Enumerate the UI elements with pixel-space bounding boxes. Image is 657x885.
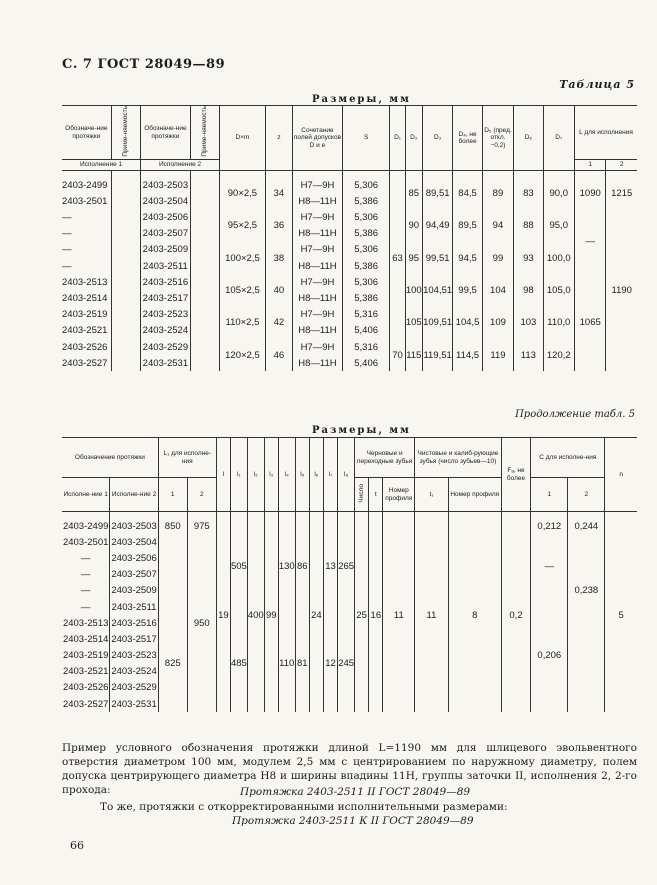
table-5: [62, 105, 637, 371]
cell: 109: [482, 307, 513, 339]
cell: 5,386: [342, 193, 390, 209]
cell: [190, 171, 219, 372]
cell: —: [80, 552, 91, 564]
cell: 110: [278, 615, 295, 712]
col-l7: l₇: [323, 438, 337, 512]
cell: H8—11H: [293, 193, 343, 209]
table-row: [62, 209, 637, 225]
page-header: С. 7 ГОСТ 28049—89: [62, 57, 226, 72]
col-fits: Сочетание полей допусков D и e: [293, 106, 343, 171]
cell: 11: [383, 512, 415, 713]
col-l: L для исполнения: [574, 106, 637, 160]
cell: —: [80, 585, 91, 597]
cell: 825: [158, 615, 187, 712]
cell: 5,316: [342, 307, 390, 323]
continuation-title: Продолжение табл. 5: [515, 409, 635, 420]
cell: 19: [216, 512, 230, 713]
col-l2: l₂: [247, 438, 264, 512]
cell: —: [574, 209, 605, 274]
col-l1: L₁ для исполне-ния: [158, 438, 216, 478]
col-t: t: [369, 478, 383, 512]
cell: 2403-2529: [141, 339, 191, 355]
cell: —: [80, 569, 91, 581]
cell: H7—9H: [293, 171, 343, 194]
cell: 5: [605, 512, 637, 713]
example-designation-2: Протяжка 2403-2511 К II ГОСТ 28049—89: [232, 815, 474, 827]
cell: 100,0: [543, 242, 574, 274]
cell: 130: [278, 512, 295, 616]
col-l1-1: 1: [158, 478, 187, 512]
cell: 12: [323, 615, 337, 712]
exec-1-label: Исполне-ние 1: [62, 478, 110, 512]
cell: 975: [187, 512, 216, 535]
cell: 5,316: [342, 339, 390, 355]
cell: 1065: [574, 274, 605, 371]
col-finish: Чистовые и калиб-рующие зубья (число зубьев—10): [415, 438, 502, 478]
col-designation-2: Обозначе-ние протяжки: [141, 106, 191, 160]
cell: 5,406: [342, 323, 390, 339]
cell: 103: [514, 307, 543, 339]
cell: 2403-2516: [141, 274, 191, 290]
col-l-1: 1: [574, 160, 605, 171]
cell: 1190: [606, 209, 637, 371]
cell: 2403-2529: [110, 680, 158, 696]
cell: 46: [265, 339, 292, 371]
cell: 2403-2513: [62, 617, 109, 629]
col-use-2: Приме-няемость: [190, 106, 219, 160]
cell: 0,244: [568, 512, 605, 535]
cell: 113: [514, 339, 543, 371]
cell: 88: [514, 209, 543, 241]
cell: 100: [405, 274, 422, 306]
cell: —: [531, 534, 568, 599]
cell: 5,386: [342, 226, 390, 242]
cell: 110×2,5: [220, 307, 266, 339]
cell: 5,306: [342, 209, 390, 225]
cell: 2403-2521: [62, 325, 108, 337]
table-row: [62, 242, 637, 258]
cell: 89,51: [422, 171, 452, 210]
cell: 70: [390, 339, 405, 371]
cell: 2403-2516: [110, 615, 158, 631]
cell: 109,51: [422, 307, 452, 339]
cell: 24: [309, 512, 323, 713]
exec-2-label: Исполне-ние 2: [110, 478, 158, 512]
cell: 2403-2524: [141, 323, 191, 339]
col-l8: l₈: [338, 438, 355, 512]
table-row: [62, 171, 637, 194]
cell: 25: [355, 512, 369, 713]
cell: 2403-2506: [141, 209, 191, 225]
cell: H8—11H: [293, 323, 343, 339]
cell: —: [80, 601, 91, 613]
cell: 5,406: [342, 355, 390, 371]
cell: 104,5: [453, 307, 482, 339]
cell: 95×2,5: [220, 209, 266, 241]
cell: [111, 171, 140, 372]
cell: 2403-2503: [141, 171, 191, 194]
cell: 400: [247, 512, 264, 713]
col-d6: D₆: [514, 106, 543, 171]
cell: 2403-2504: [141, 193, 191, 209]
cell: 2403-2531: [110, 696, 158, 712]
cell: [158, 534, 187, 615]
cell: [568, 648, 605, 713]
cell: 2403-2511: [141, 258, 191, 274]
cell: 99: [264, 512, 278, 713]
cell: 100×2,5: [220, 242, 266, 274]
cell: 2403-2509: [141, 242, 191, 258]
cell: 94,49: [422, 209, 452, 241]
cell: H7—9H: [293, 209, 343, 225]
cell: H8—11H: [293, 258, 343, 274]
cell: 90,0: [543, 171, 574, 210]
cell: 42: [265, 307, 292, 339]
cell: 2403-2511: [110, 599, 158, 615]
table-caption-2: Размеры, мм: [312, 425, 411, 436]
col-designation-1: Обозначе-ние протяжки: [62, 106, 111, 160]
cell: 485: [230, 615, 247, 712]
cell: 2403-2499: [62, 520, 109, 532]
col-profile-2: Номер профиля: [448, 478, 501, 512]
cell: 2403-2503: [110, 512, 158, 535]
cell: 2403-2519: [62, 309, 108, 321]
cell: H7—9H: [293, 274, 343, 290]
cell: 81: [295, 615, 309, 712]
cell: 40: [265, 274, 292, 306]
cell: 120,2: [543, 339, 574, 371]
cell: 950: [187, 534, 216, 712]
cell: 11: [415, 512, 449, 713]
cell: 114,5: [453, 339, 482, 371]
cell: 104: [482, 274, 513, 306]
cell: H8—11H: [293, 355, 343, 371]
table-caption: Размеры, мм: [312, 94, 411, 105]
cell: 2403-2513: [62, 276, 108, 288]
cell: H8—11H: [293, 290, 343, 306]
cell: 2403-2509: [110, 583, 158, 599]
table-row: [62, 339, 637, 355]
col-dxm: D×m: [220, 106, 266, 171]
cell: 8: [448, 512, 501, 713]
cell: 89: [482, 171, 513, 210]
cell: 36: [265, 209, 292, 241]
example-paragraph: Пример условного обозначения протяжки длиной L=1190 мм для шлицевого эвольвентного отверстия диаметром 100 мм, модулем 2,5 мм с центрированием по наружному диаметру, полем допуска центрирующего диаметра H8 и ширины впадины 11H, группы заточки II, исполнения 2, 2-го прохода:: [62, 742, 637, 796]
cell: 86: [295, 512, 309, 616]
cell: 2403-2527: [62, 698, 109, 710]
col-d1: D₁: [390, 106, 405, 171]
cell: 2403-2514: [62, 633, 109, 645]
col-designation: Обозначение протяжки: [62, 438, 158, 478]
table-row: [62, 274, 637, 290]
col-d2: D₂: [405, 106, 422, 171]
example-paragraph-2: То же, протяжки с откорректированными исполнительными размерами:: [100, 801, 508, 813]
exec-1-label: Исполнение 1: [62, 160, 141, 171]
col-l1-2: 2: [187, 478, 216, 512]
col-l: l: [216, 438, 230, 512]
cell: 105×2,5: [220, 274, 266, 306]
col-c: C для исполне-ния: [531, 438, 605, 478]
cell: 2403-2514: [62, 293, 108, 304]
cell: 2403-2507: [110, 567, 158, 583]
cell: 85: [405, 171, 422, 210]
col-s: S: [342, 106, 390, 171]
cell: 34: [265, 171, 292, 210]
col-fa: Fₐ, не более: [501, 438, 531, 512]
cell: —: [62, 260, 72, 272]
cell: 505: [230, 512, 247, 616]
cell: 99,5: [453, 274, 482, 306]
cell: 5,306: [342, 274, 390, 290]
cell: 1090: [574, 171, 605, 210]
cell: 94: [482, 209, 513, 241]
cell: 99: [482, 242, 513, 274]
cell: 2403-2524: [110, 664, 158, 680]
cell: 2403-2523: [141, 307, 191, 323]
cell: 105,0: [543, 274, 574, 306]
cell: 95: [405, 242, 422, 274]
cell: 84,5: [453, 171, 482, 210]
cell: 5,306: [342, 171, 390, 194]
col-l-2: 2: [606, 160, 637, 171]
cell: 2403-2499: [62, 179, 108, 191]
col-d5: D₅ (пред. откл. −0,2): [482, 106, 513, 171]
cell: 90×2,5: [220, 171, 266, 210]
cell: 2403-2501: [62, 195, 108, 207]
cell: 265: [338, 512, 355, 616]
cell: 2403-2521: [62, 666, 109, 678]
cell: 2403-2526: [62, 682, 109, 694]
cell: H7—9H: [293, 339, 343, 355]
table-row: [62, 307, 637, 323]
col-t1: t₁: [415, 478, 449, 512]
cell: 2403-2523: [110, 648, 158, 664]
col-l1b: l₁: [230, 438, 247, 512]
cell: 93: [514, 242, 543, 274]
cell: —: [62, 228, 72, 240]
cell: H7—9H: [293, 307, 343, 323]
cell: —: [62, 244, 72, 256]
col-l3: l₃: [264, 438, 278, 512]
col-d3: D₃: [422, 106, 452, 171]
cell: 2403-2517: [110, 631, 158, 647]
cell: 5,386: [342, 258, 390, 274]
cell: 0,212: [531, 512, 568, 535]
cell: 98: [514, 274, 543, 306]
cell: 110,0: [543, 307, 574, 339]
table-row: [62, 512, 637, 535]
cell: 2403-2527: [62, 357, 108, 369]
cell: 115: [405, 339, 422, 371]
col-n: n: [605, 438, 637, 512]
cell: H7—9H: [293, 242, 343, 258]
cell: H8—11H: [293, 226, 343, 242]
cell: 119,51: [422, 339, 452, 371]
cell: 5,386: [342, 290, 390, 306]
cell: 38: [265, 242, 292, 274]
page-number: 66: [70, 839, 84, 852]
col-l6: l₆: [309, 438, 323, 512]
col-l4: l₄: [278, 438, 295, 512]
cell: 89,5: [453, 209, 482, 241]
col-rough: Черновые и переходные зубья: [355, 438, 415, 478]
cell: 99,51: [422, 242, 452, 274]
cell: 120×2,5: [220, 339, 266, 371]
cell: 104,51: [422, 274, 452, 306]
cell: 2403-2501: [62, 536, 109, 548]
cell: 1215: [606, 171, 637, 210]
col-use-1: Приме-няемость: [111, 106, 140, 160]
table-5-continued: [62, 437, 637, 712]
cell: 119: [482, 339, 513, 371]
cell: 2403-2507: [141, 226, 191, 242]
cell: 16: [369, 512, 383, 713]
col-d4: D₄, не более: [453, 106, 482, 171]
cell: 105: [405, 307, 422, 339]
cell: 63: [390, 171, 405, 339]
cell: 2403-2519: [62, 650, 109, 662]
col-d7: D₇: [543, 106, 574, 171]
col-count: Число: [355, 478, 369, 512]
col-z: z: [265, 106, 292, 171]
cell: 0,238: [568, 534, 605, 647]
cell: 2403-2517: [141, 290, 191, 306]
cell: 2403-2526: [62, 341, 108, 353]
cell: 83: [514, 171, 543, 210]
cell: 0,206: [531, 599, 568, 712]
cell: 94,5: [453, 242, 482, 274]
exec-2-label: Исполнение 2: [141, 160, 220, 171]
col-c-1: 1: [531, 478, 568, 512]
cell: 245: [338, 615, 355, 712]
example-designation: Протяжка 2403-2511 II ГОСТ 28049—89: [240, 786, 471, 798]
cell: 2403-2506: [110, 550, 158, 566]
cell: 90: [405, 209, 422, 241]
cell: 95,0: [543, 209, 574, 241]
cell: 0,2: [501, 512, 531, 713]
cell: 13: [323, 512, 337, 616]
cell: 850: [158, 512, 187, 535]
cell: —: [62, 212, 72, 224]
col-l5: l₅: [295, 438, 309, 512]
cell: 2403-2531: [141, 355, 191, 371]
table-title: Таблица 5: [559, 78, 635, 91]
col-c-2: 2: [568, 478, 605, 512]
cell: 2403-2504: [110, 534, 158, 550]
cell: 5,306: [342, 242, 390, 258]
col-profile: Номер профиля: [383, 478, 415, 512]
